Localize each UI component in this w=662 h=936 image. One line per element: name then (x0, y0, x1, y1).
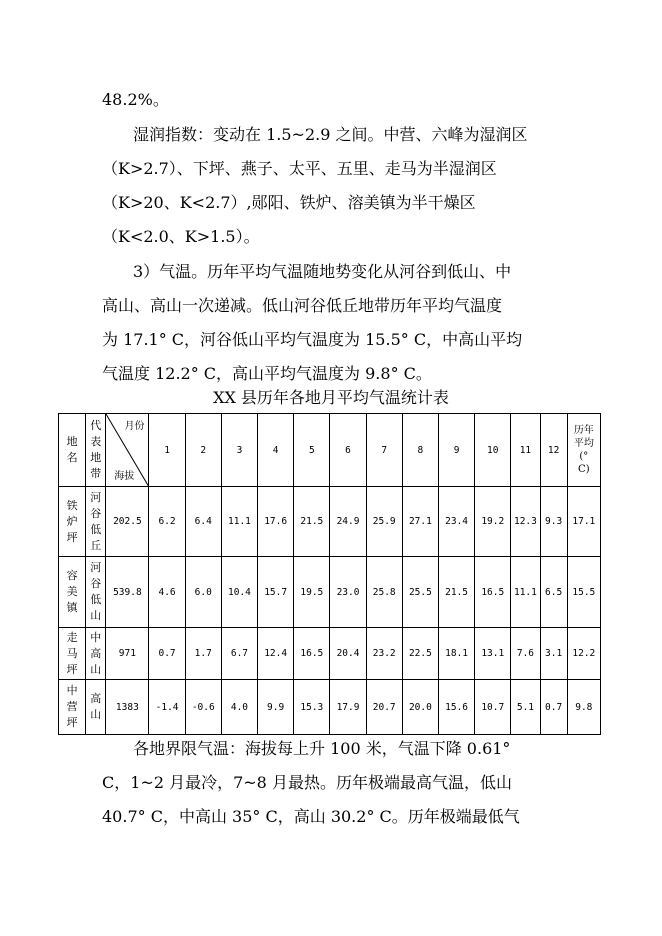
place-char: 坪 (66, 530, 78, 544)
temp-cell: 25.9 (366, 487, 402, 557)
temp-cell: -1.4 (149, 680, 185, 735)
header-char: 带 (90, 467, 102, 480)
temp-cell: 9.3 (540, 487, 567, 557)
temp-cell: 18.1 (438, 628, 474, 680)
header-month: 7 (366, 414, 402, 487)
table-row (59, 487, 601, 557)
zone-char: 河 (90, 561, 102, 574)
paragraph-line: 为 17.1° C，河谷低山平均气温度为 15.5° C，中高山平均 (102, 330, 523, 349)
temp-cell: 25.5 (402, 557, 438, 628)
avg-cell: 12.2 (567, 628, 600, 680)
place-char: 坪 (66, 662, 78, 676)
header-month: 1 (149, 414, 185, 487)
paragraph-line: 气温度 12.2° C，高山平均气温度为 9.8° C。 (102, 364, 432, 383)
paragraph-line: 湿润指数：变动在 1.5~2.9 之间。中营、六峰为湿润区 (133, 125, 528, 144)
temp-cell: 12.4 (258, 628, 294, 680)
temp-cell: 19.5 (294, 557, 330, 628)
header-avg-line: 平均 (573, 438, 594, 449)
temp-cell: 21.5 (438, 557, 474, 628)
header-avg-line: 历年 (573, 425, 594, 436)
header-month: 3 (221, 414, 257, 487)
place-char: 容 (66, 569, 78, 582)
avg-cell: 9.8 (567, 680, 600, 735)
place-char: 马 (66, 646, 78, 660)
place-char: 炉 (66, 514, 78, 528)
header-month: 11 (511, 414, 540, 487)
temp-cell: 9.9 (258, 680, 294, 735)
temp-cell: 24.9 (330, 487, 366, 557)
header-avg-line: (° (579, 451, 589, 462)
temp-cell: 6.0 (185, 557, 221, 628)
temp-cell: 3.1 (540, 628, 567, 680)
place-char: 铁 (66, 498, 78, 512)
zone-cell (86, 680, 106, 735)
temp-cell: 4.0 (221, 680, 257, 735)
place-char: 中 (66, 684, 78, 697)
place-cell (59, 557, 86, 628)
temp-cell: 16.5 (294, 628, 330, 680)
temp-cell: 25.8 (366, 557, 402, 628)
header-char: 代 (90, 419, 102, 432)
temp-cell: 15.7 (258, 557, 294, 628)
temp-cell: 11.1 (221, 487, 257, 557)
temp-cell: 6.7 (221, 628, 257, 680)
zone-char: 高 (90, 646, 102, 660)
avg-cell: 17.1 (567, 487, 600, 557)
header-char: 地 (66, 435, 78, 448)
paragraph-line: 40.7° C，中高山 35° C，高山 30.2° C。历年极端最低气 (102, 807, 520, 826)
temp-cell: 13.1 (475, 628, 511, 680)
header-month: 6 (330, 414, 366, 487)
temp-cell: -0.6 (185, 680, 221, 735)
temp-cell: 0.7 (149, 628, 185, 680)
table-row (59, 557, 601, 628)
temp-cell: 5.1 (511, 680, 540, 735)
paragraph-line: 48.2%。 (102, 90, 169, 109)
header-month: 4 (258, 414, 294, 487)
temp-cell: 10.4 (221, 557, 257, 628)
altitude-cell: 202.5 (106, 487, 149, 557)
avg-cell: 15.5 (567, 557, 600, 628)
place-cell (59, 628, 86, 680)
temp-cell: 6.4 (185, 487, 221, 557)
paragraph-line: （K>2.7）、下坪、燕子、太平、五里、走马为半湿润区 (102, 159, 497, 178)
zone-char: 山 (90, 609, 102, 622)
temp-cell: 15.6 (438, 680, 474, 735)
temp-cell: 6.2 (149, 487, 185, 557)
place-cell (59, 680, 86, 735)
header-month-label: 月份 (124, 421, 145, 432)
temp-cell: 12.3 (511, 487, 540, 557)
zone-cell (86, 557, 106, 628)
paragraph-line: 高山、高山一次递减。低山河谷低丘地带历年平均气温度 (102, 296, 503, 315)
header-char: 表 (90, 435, 102, 448)
header-month: 8 (402, 414, 438, 487)
temp-cell: 17.9 (330, 680, 366, 735)
temp-cell: 23.0 (330, 557, 366, 628)
zone-char: 高 (90, 692, 102, 705)
zone-char: 山 (90, 662, 102, 676)
header-month: 5 (294, 414, 330, 487)
paragraph-line: （K<2.0、K>1.5）。 (102, 227, 260, 246)
table-header-row (59, 414, 601, 487)
header-month: 12 (540, 414, 567, 487)
temp-cell: 4.6 (149, 557, 185, 628)
temp-cell: 20.4 (330, 628, 366, 680)
temp-cell: 0.7 (540, 680, 567, 735)
temp-cell: 23.4 (438, 487, 474, 557)
place-cell (59, 487, 86, 557)
zone-cell (86, 487, 106, 557)
temp-cell: 23.2 (366, 628, 402, 680)
temp-cell: 19.2 (475, 487, 511, 557)
place-char: 美 (66, 585, 78, 598)
table-row (59, 628, 601, 680)
temp-cell: 11.1 (511, 557, 540, 628)
altitude-cell: 539.8 (106, 557, 149, 628)
header-avg-line: C) (578, 464, 590, 475)
place-char: 镇 (66, 601, 78, 614)
temp-cell: 21.5 (294, 487, 330, 557)
temp-cell: 20.0 (402, 680, 438, 735)
zone-char: 中 (90, 630, 102, 644)
paragraph-line: 各地界限气温：海拔每上升 100 米，气温下降 0.61° (133, 739, 511, 758)
header-avg (567, 414, 600, 487)
place-char: 坪 (66, 716, 78, 729)
header-altitude-label: 海拔 (114, 471, 135, 482)
header-char: 地 (90, 451, 102, 464)
zone-char: 低 (90, 522, 102, 536)
paragraph-line: （K>20、K<2.7）,郧阳、铁炉、溶美镇为半干燥区 (102, 193, 476, 212)
temp-cell: 15.3 (294, 680, 330, 735)
temp-cell: 10.7 (475, 680, 511, 735)
zone-char: 丘 (90, 538, 102, 552)
header-month: 9 (438, 414, 474, 487)
header-diagonal-cell (106, 414, 149, 487)
temp-cell: 22.5 (402, 628, 438, 680)
temp-cell: 17.6 (258, 487, 294, 557)
header-zone (86, 414, 106, 487)
zone-char: 山 (90, 708, 102, 721)
temp-cell: 6.5 (540, 557, 567, 628)
table-row (59, 680, 601, 735)
table-caption: XX 县历年各地月平均气温统计表 (213, 388, 449, 407)
temp-cell: 7.6 (511, 628, 540, 680)
header-month: 2 (185, 414, 221, 487)
temp-cell: 1.7 (185, 628, 221, 680)
header-char: 名 (66, 451, 78, 464)
place-char: 走 (66, 630, 78, 644)
paragraph-line: C，1~2 月最冷，7~8 月最热。历年极端最高气温，低山 (102, 773, 512, 792)
altitude-cell: 971 (106, 628, 149, 680)
zone-char: 河 (90, 490, 102, 504)
paragraph-line: 3）气温。历年平均气温随地势变化从河谷到低山、中 (133, 262, 512, 281)
header-place (59, 414, 86, 487)
altitude-cell: 1383 (106, 680, 149, 735)
zone-cell (86, 628, 106, 680)
zone-char: 谷 (90, 577, 102, 590)
temperature-table (58, 413, 601, 735)
place-char: 营 (66, 700, 78, 713)
temp-cell: 16.5 (475, 557, 511, 628)
zone-char: 低 (90, 593, 102, 606)
zone-char: 谷 (90, 506, 102, 520)
header-month: 10 (475, 414, 511, 487)
temp-cell: 20.7 (366, 680, 402, 735)
temp-cell: 27.1 (402, 487, 438, 557)
